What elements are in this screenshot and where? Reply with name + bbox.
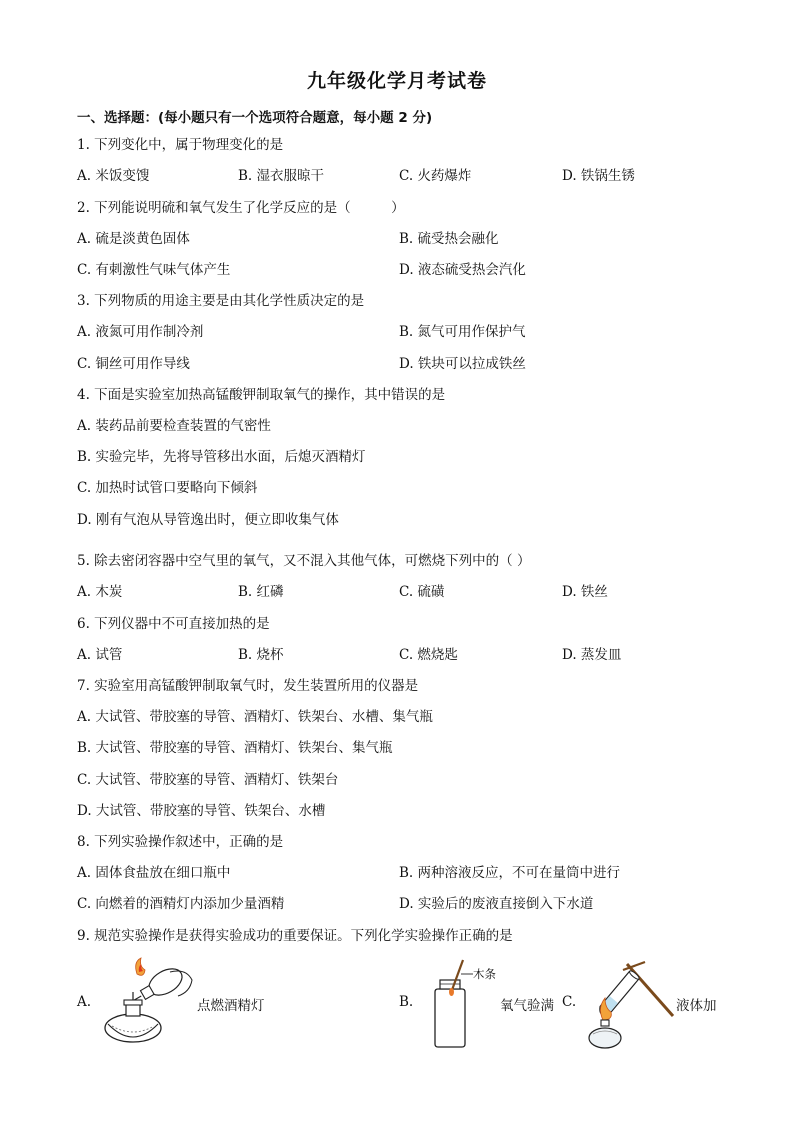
- question-8-stem: 8. 下列实验操作叙述中，正确的是: [77, 834, 284, 850]
- q6-option-a: A. 试管: [77, 647, 123, 663]
- q6-option-d: D. 蒸发皿: [562, 647, 622, 663]
- q3-option-d: D. 铁块可以拉成铁丝: [399, 356, 526, 372]
- question-2-stem: 2. 下列能说明硫和氧气发生了化学反应的是（ ）: [77, 200, 405, 216]
- q6-option-b: B. 烧杯: [238, 647, 284, 663]
- q8-option-c: C. 向燃着的酒精灯内添加少量酒精: [77, 896, 285, 912]
- q5-option-a: A. 木炭: [77, 584, 123, 600]
- q9-option-b-caption: 氧气验满: [500, 998, 554, 1014]
- q6-option-c: C. 燃烧匙: [399, 647, 458, 663]
- q9-option-b-splint-label: 木条: [473, 967, 496, 981]
- q8-option-d: D. 实验后的废液直接倒入下水道: [399, 896, 594, 912]
- q7-option-b: B. 大试管、带胶塞的导管、酒精灯、铁架台、集气瓶: [77, 740, 393, 756]
- q9-option-b-letter: B.: [399, 994, 414, 1010]
- question-6-stem: 6. 下列仪器中不可直接加热的是: [77, 616, 270, 632]
- heating-liquid-figure: [585, 958, 680, 1050]
- q4-option-a: A. 装药品前要检查装置的气密性: [77, 418, 271, 434]
- q1-option-c: C. 火药爆炸: [399, 168, 472, 184]
- q5-option-b: B. 红磷: [238, 584, 284, 600]
- question-1-stem: 1. 下列变化中，属于物理变化的是: [77, 137, 284, 153]
- q3-option-a: A. 液氮可用作制冷剂: [77, 324, 204, 340]
- q4-option-c: C. 加热时试管口要略向下倾斜: [77, 480, 258, 496]
- q7-option-c: C. 大试管、带胶塞的导管、酒精灯、铁架台: [77, 772, 339, 788]
- q5-option-d: D. 铁丝: [562, 584, 608, 600]
- q1-option-b: B. 湿衣服晾干: [238, 168, 325, 184]
- q4-option-b: B. 实验完毕，先将导管移出水面，后熄灭酒精灯: [77, 449, 366, 465]
- q2-option-a: A. 硫是淡黄色固体: [77, 231, 190, 247]
- lighting-alcohol-lamp-figure: [100, 958, 200, 1050]
- q1-option-a: A. 米饭变馊: [77, 168, 150, 184]
- q8-option-b: B. 两种溶液反应，不可在量筒中进行: [399, 865, 621, 881]
- q3-option-b: B. 氮气可用作保护气: [399, 324, 526, 340]
- question-5-stem: 5. 除去密闭容器中空气里的氧气，又不混入其他气体，可燃烧下列中的（ ）: [77, 553, 531, 569]
- q5-option-c: C. 硫磺: [399, 584, 445, 600]
- q9-option-c-letter: C.: [562, 994, 577, 1010]
- q7-option-d: D. 大试管、带胶塞的导管、铁架台、水槽: [77, 803, 326, 819]
- q8-option-a: A. 固体食盐放在细口瓶中: [77, 865, 231, 881]
- q3-option-c: C. 铜丝可用作导线: [77, 356, 190, 372]
- question-7-stem: 7. 实验室用高锰酸钾制取氧气时，发生装置所用的仪器是: [77, 678, 419, 694]
- q9-option-c-caption: 液体加: [676, 998, 717, 1014]
- q2-option-d: D. 液态硫受热会汽化: [399, 262, 526, 278]
- section-heading: 一、选择题：(每小题只有一个选项符合题意，每小题 2 分): [77, 110, 433, 126]
- page-title: 九年级化学月考试卷: [306, 70, 487, 92]
- q4-option-d: D. 刚有气泡从导管逸出时，便立即收集气体: [77, 512, 339, 528]
- q1-option-d: D. 铁锅生锈: [562, 168, 635, 184]
- q9-option-a-letter: A.: [77, 994, 92, 1010]
- q2-option-b: B. 硫受热会融化: [399, 231, 499, 247]
- question-3-stem: 3. 下列物质的用途主要是由其化学性质决定的是: [77, 293, 365, 309]
- q2-option-c: C. 有刺激性气味气体产生: [77, 262, 231, 278]
- q7-option-a: A. 大试管、带胶塞的导管、酒精灯、铁架台、水槽、集气瓶: [77, 709, 433, 725]
- q9-option-a-caption: 点燃酒精灯: [197, 998, 265, 1014]
- question-4-stem: 4. 下面是实验室加热高锰酸钾制取氧气的操作，其中错误的是: [77, 387, 446, 403]
- question-9-stem: 9. 规范实验操作是获得实验成功的重要保证。下列化学实验操作正确的是: [77, 928, 513, 944]
